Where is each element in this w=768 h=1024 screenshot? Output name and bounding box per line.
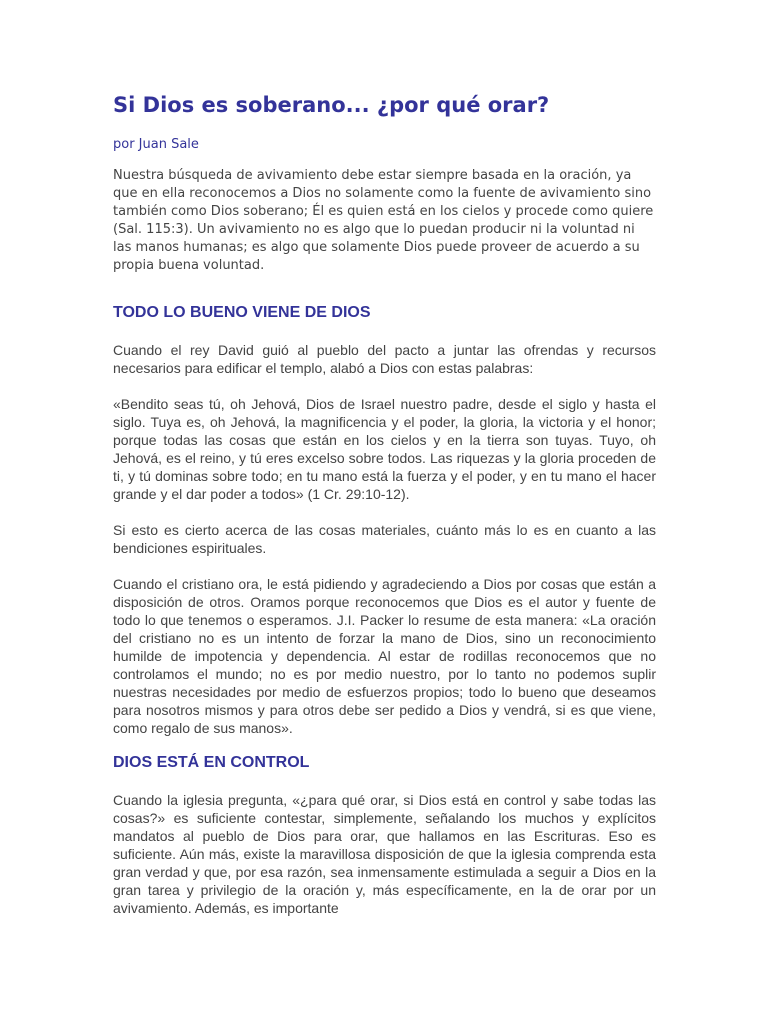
- section1-paragraph-3: Si esto es cierto acerca de las cosas materiales, cuánto más lo es en cuanto a las bendiciones espirituales.: [113, 522, 656, 556]
- article-byline: por Juan Sale: [113, 137, 199, 152]
- document-page: [113, 90, 656, 917]
- section2-paragraph-1: Cuando la iglesia pregunta, «¿para qué orar, si Dios está en control y sabe todas las cosas?» es suficiente contestar, simplemente, señalando los muchos y explícitos mandatos al pueblo de Dios para orar, que hallamos en las Escrituras. Eso es suficiente. Aún más, existe la maravillosa disposición de que la iglesia comprenda esta gran verdad y que, por esa razón, sea inmensamente estimulada a seguir a Dios en la gran tarea y privilegio de la oración y, más específicamente, en la de orar por un avivamiento. Además, es importante: [113, 792, 656, 916]
- section1-quote-paragraph: «Bendito seas tú, oh Jehová, Dios de Israel nuestro padre, desde el siglo y hasta el siglo. Tuya es, oh Jehová, la magnificencia y el poder, la gloria, la victoria y el honor; porque todas las cosas que están en los cielos y en la tierra son tuyas. Tuyo, oh Jehová, es el reino, y tú eres excelso sobre todos. Las riquezas y la gloria proceden de ti, y tú dominas sobre todo; en tu mano está la fuerza y el poder, y en tu mano el hacer grande y el dar poder a todos» (1 Cr. 29:10-12).: [113, 396, 656, 502]
- article-title: Si Dios es soberano... ¿por qué orar?: [113, 93, 550, 117]
- intro-paragraph: Nuestra búsqueda de avivamiento debe estar siempre basada en la oración, ya que en ella reconocemos a Dios no solamente como la fuente de avivamiento sino también como Dios soberano; Él es quien está en los cielos y procede como quiere (Sal. 115:3). Un avivamiento no es algo que lo puedan producir ni la voluntad ni las manos humanas; es algo que solamente Dios puede proveer de acuerdo a su propia buena voluntad.: [113, 168, 654, 273]
- section-heading-todo-lo-bueno: TODO LO BUENO VIENE DE DIOS: [113, 304, 371, 321]
- section-heading-dios-esta-en-control: DIOS ESTÁ EN CONTROL: [113, 754, 310, 771]
- section1-paragraph-4: Cuando el cristiano ora, le está pidiendo y agradeciendo a Dios por cosas que están a disposición de otros. Oramos porque reconocemos que Dios es el autor y fuente de todo lo que tenemos o esperamos. J.I. Packer lo resume de esta manera: «La oración del cristiano no es un intento de forzar la mano de Dios, sino un reconocimiento humilde de impotencia y dependencia. Al estar de rodillas reconocemos que no controlamos el mundo; no es por medio nuestro, por lo tanto no podemos suplir nuestras necesidades por medio de esfuerzos propios; todo lo bueno que deseamos para nosotros mismos y para otros debe ser pedido a Dios y vendrá, si es que viene, como regalo de sus manos».: [113, 576, 656, 736]
- section1-paragraph-1: Cuando el rey David guió al pueblo del pacto a juntar las ofrendas y recursos necesarios para edificar el templo, alabó a Dios con estas palabras:: [113, 342, 656, 376]
